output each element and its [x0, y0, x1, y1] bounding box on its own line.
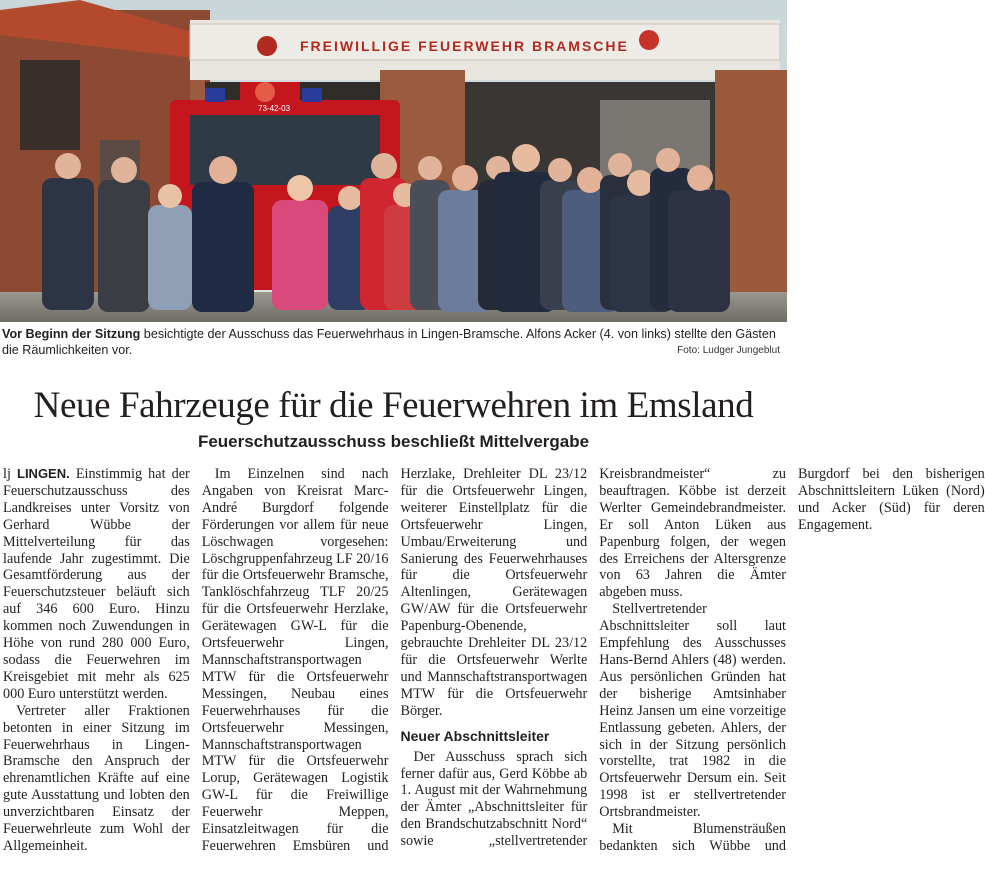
article-paragraph-2: Vertreter aller Fraktionen betonten in einer Sitzung im Feuerwehrhaus in Lingen-Bramsche den Anspruch der ehrenamtlichen Kräfte auf eine gute Ausstattung und lobten den unverzichtbaren Einsatz der Feuerwehrleute zum Wohl der Allgemeinheit. — [3, 702, 190, 854]
headline: Neue Fahrzeuge für die Feuerwehren im Emsland — [33, 385, 754, 426]
caption-text: besichtigte der Ausschuss das Feuerwehrhaus in Lingen-Bramsche. Alfons Acker (4. von links) stellte den Gästen die Räumlichkeiten vor. — [2, 327, 776, 357]
dateline-prefix: lj — [3, 466, 17, 482]
photo-caption — [2, 326, 784, 358]
article-paragraph-1 — [3, 466, 190, 703]
dateline-city: LINGEN. — [17, 466, 70, 481]
section-heading: Neuer Abschnittsleiter — [400, 727, 550, 744]
paragraph-1-text: Einstimmig hat der Feuerschutzausschuss des Landkreises unter Vorsitz von Gerhard Wübbe der Mittelverteilung für das laufende Jahr zugestimmt. Die Gesamtförderung aus der Feuerschutzsteuer beläuft sich auf 346 600 Euro. Hinzu kommen noch Zuwendungen in Höhe von rund 280 000 Euro, sodass die Feuerwehren im Kreisgebiet mit mehr als 625 000 Euro unterstützt werden. — [3, 466, 190, 702]
caption-lead: Vor Beginn der Sitzung — [2, 327, 141, 341]
article-paragraph-4: Der Ausschuss sprach sich ferner dafür aus, Gerd Köbbe ab 1. August mit der Wahrnehmung der Ämter „Abschnittsleiter für den Brandschutzabschnitt Nord“ sowie „stellvertretender Kreisbrandmeister“ zu beauftragen. Köbbe ist derzeit Werlter Gemeindebrandmeister. Er soll Anton Lüken aus Papenburg folgen, der wegen des Erreichens der Altersgrenze von 63 Jahren die Ämter abgeben muss. — [400, 466, 786, 850]
article-body — [3, 466, 985, 866]
article-paragraph-6: Mit Blumensträußen bedankten sich Wübbe und Burgdorf bei den bisherigen Abschnittsleitern Lüken (Nord) und Acker (Süd) für deren Engagement. — [599, 466, 985, 854]
group-photo — [0, 0, 787, 322]
subheadline: Feuerschutzausschuss beschließt Mittelvergabe — [197, 432, 590, 451]
photo-credit: Foto: Ludger Jungeblut — [677, 345, 780, 356]
truck-plate: 73-42-03 — [258, 104, 291, 113]
building-sign: FREIWILLIGE FEUERWEHR BRAMSCHE — [300, 38, 629, 54]
article-paragraph-3: Im Einzelnen sind nach Angaben von Kreisrat Marc-André Burgdorf folgende Förderungen vor allem für neue Löschwagen vorgesehen: Löschgruppenfahrzeug LF 20/16 für die Ortsfeuerwehr Bramsche, Tanklöschfahrzeug TLF 20/25 für die Ortsfeuerwehr Herzlake, Gerätewagen GW-L für die Ortsfeuerwehr Lingen, Mannschaftstransportwagen MTW für die Ortsfeuerwehr Messingen, Neubau eines Feuerwehrhauses für die Ortsfeuerwehr Messingen, Mannschaftstransportwagen MTW für die Ortsfeuerwehr Lorup, Gerätewagen Logistik GW-L für die Freiwillige Feuerwehr Meppen, Einsatzleitwagen für die Feuerwehren Emsbüren und Herzlake, Drehleiter DL 23/12 für die Ortsfeuerwehr Lingen, weiterer Einstellplatz für die Ortsfeuerwehr Lingen, Umbau/Erweiterung und Sanierung des Feuerwehrhauses für die Ortsfeuerwehr Altenlingen, Gerätewagen GW/AW für die Ortsfeuerwehr Papenburg-Obenende, gebrauchte Drehleiter DL 23/12 für die Ortsfeuerwehr Werlte und Mannschaftstransportwagen MTW für die Ortsfeuerwehr Börger. — [201, 466, 588, 854]
article-paragraph-5: Stellvertretender Abschnittsleiter soll laut Empfehlung des Ausschusses Hans-Bernd Ahlers (48) werden. Aus persönlichen Gründen hat der bisherige Amtsinhaber Heinz Jansen um eine vorzeitige Entlassung gebeten. Ahlers, der sich in der Sitzung persönlich vorstellte, trat 1982 in die Ortsfeuerwehr Dersum ein. Seit 1998 ist er stellvertretender Ortsbrandmeister. — [599, 601, 786, 821]
